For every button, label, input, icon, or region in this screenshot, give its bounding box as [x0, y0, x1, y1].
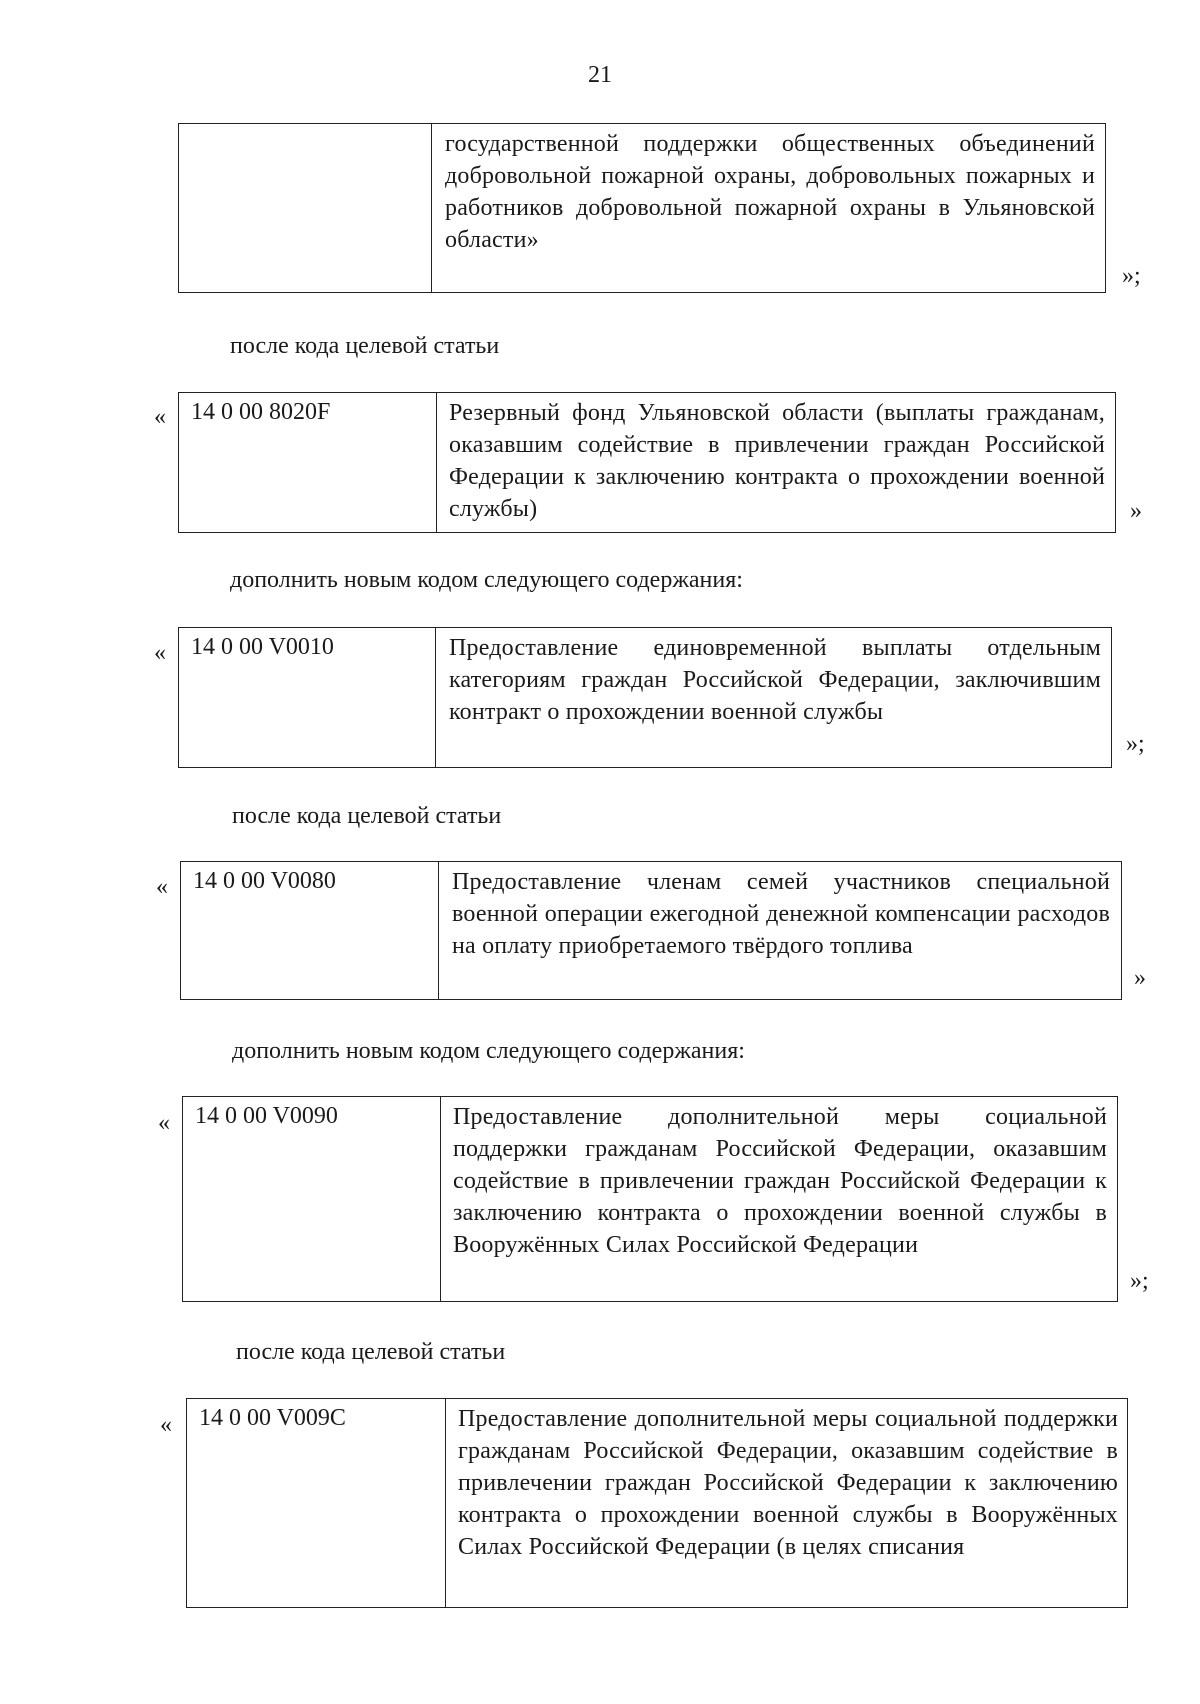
closing-quote: »;: [1122, 263, 1141, 289]
target-article-description: Предоставление дополнительной меры социальной поддержки гражданам Российской Федерации, оказавшим содействие в привлечении граждан Российской Федерации к заключению контракта о прохождении военной службы в Вооружённых Силах Российской Федерации (в целях списания: [458, 1406, 1118, 1560]
opening-quote: «: [160, 1412, 172, 1438]
target-article-code: 14 0 00 V0080: [193, 868, 336, 894]
target-article-description: Резервный фонд Ульяновской области (выплаты гражданам, оказавшим содействие в привлечении граждан Российской Федерации к заключению контракта о прохождении военной службы): [449, 400, 1105, 522]
column-divider: [431, 124, 432, 292]
closing-quote: »: [1130, 498, 1142, 524]
table-row: [178, 627, 1112, 768]
target-article-code: 14 0 00 V009C: [199, 1405, 346, 1431]
table-row: [182, 1096, 1118, 1302]
target-article-description: государственной поддержки общественных объединений добровольной пожарной охраны, добровольных пожарных и работников добровольной пожарной охраны в Ульяновской области»: [445, 131, 1095, 253]
opening-quote: «: [154, 404, 166, 430]
column-divider: [438, 862, 439, 999]
instruction-text: после кода целевой статьи: [230, 333, 500, 359]
column-divider: [445, 1399, 446, 1607]
instruction-text: после кода целевой статьи: [236, 1339, 506, 1365]
target-article-description: Предоставление дополнительной меры социальной поддержки гражданам Российской Федерации, оказавшим содействие в привлечении граждан Российской Федерации к заключению контракта о прохождении военной службы в Вооружённых Силах Российской Федерации: [453, 1104, 1107, 1258]
target-article-description: Предоставление членам семей участников специальной военной операции ежегодной денежной компенсации расходов на оплату приобретаемого твёрдого топлива: [452, 869, 1110, 959]
opening-quote: «: [154, 640, 166, 666]
target-article-code: 14 0 00 V0090: [195, 1103, 338, 1129]
closing-quote: »;: [1126, 731, 1145, 757]
opening-quote: «: [158, 1110, 170, 1136]
target-article-code: 14 0 00 V0010: [191, 634, 334, 660]
target-article-description: Предоставление единовременной выплаты отдельным категориям граждан Российской Федерации, заключившим контракт о прохождении военной службы: [449, 635, 1101, 725]
column-divider: [440, 1097, 441, 1301]
opening-quote: «: [156, 874, 168, 900]
column-divider: [435, 628, 436, 767]
instruction-text: дополнить новым кодом следующего содержания:: [230, 567, 743, 593]
table-row: [186, 1398, 1128, 1608]
instruction-text: после кода целевой статьи: [232, 803, 502, 829]
target-article-code: 14 0 00 8020F: [191, 399, 331, 425]
instruction-text: дополнить новым кодом следующего содержания:: [232, 1038, 745, 1064]
table-row-continuation: [178, 123, 1106, 293]
column-divider: [436, 393, 437, 532]
closing-quote: »;: [1130, 1268, 1149, 1294]
closing-quote: »: [1134, 965, 1146, 991]
table-row: [180, 861, 1122, 1000]
table-row: [178, 392, 1116, 533]
page-number: 21: [588, 62, 612, 88]
